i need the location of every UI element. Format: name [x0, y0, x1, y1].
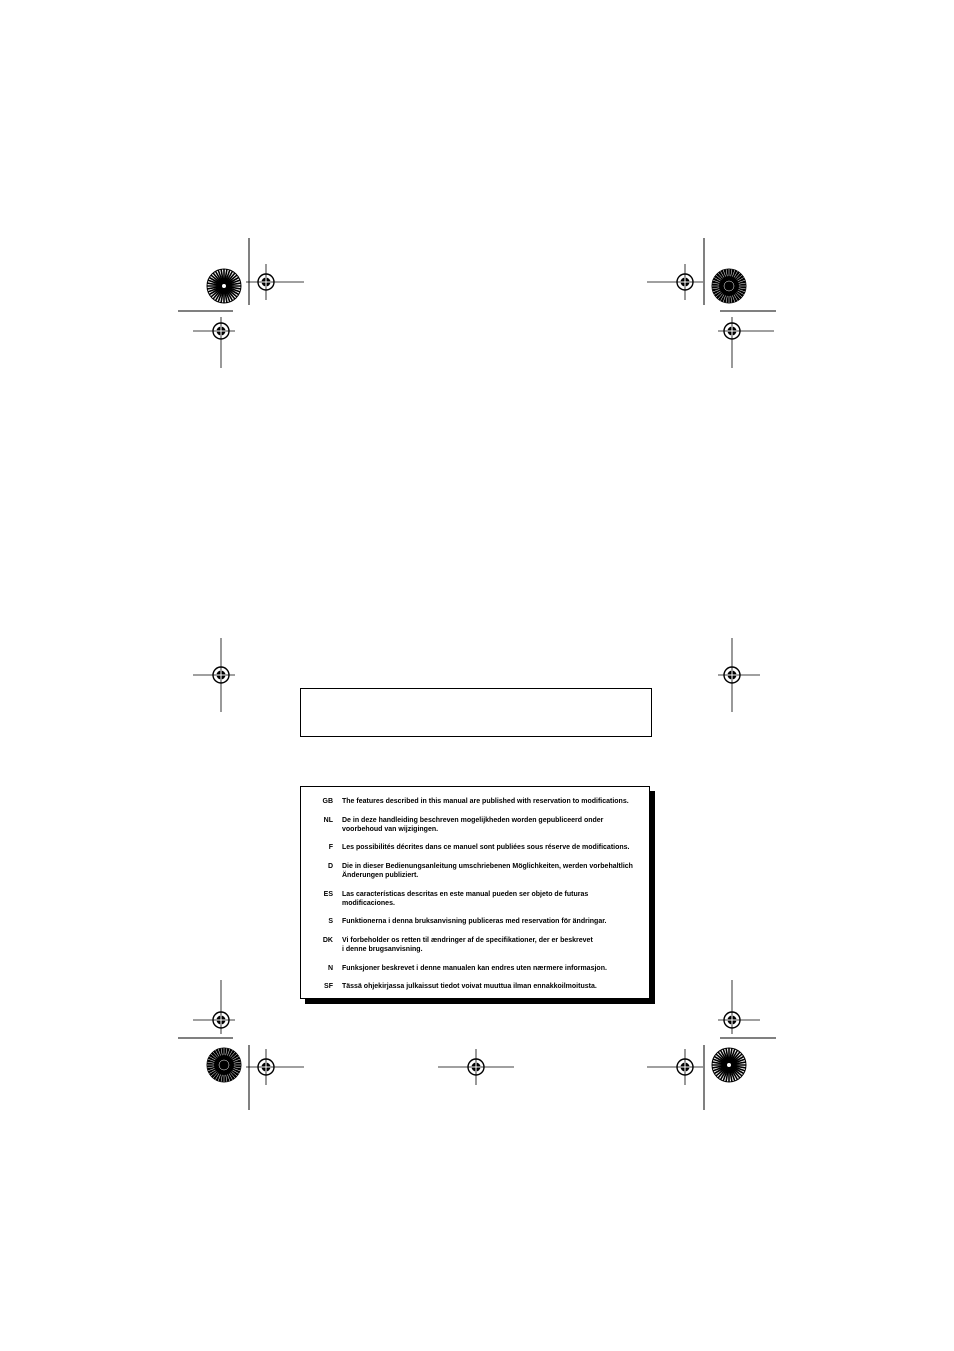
color-wheel-icon — [712, 269, 746, 303]
notice-text: De in deze handleiding beschreven mogelijkheden worden gepubliceerd onder voorbehoud van wijzigingen. — [342, 817, 604, 833]
color-wheel-icon — [207, 1048, 241, 1082]
notice-entry-n — [311, 964, 639, 973]
registration-mark-icon — [246, 264, 304, 300]
notice-text: Vi forbeholder os retten til ændringer af de specifikationer, der er beskrevet i denne brugsanvisning. — [342, 937, 593, 953]
notice-text: Tässä ohjekirjassa julkaissut tiedot voivat muuttua ilman ennakkoilmoitusta. — [342, 983, 597, 990]
empty-frame — [300, 688, 652, 737]
language-code: ES — [323, 891, 333, 898]
notice-entry-nl — [311, 816, 639, 834]
modification-notice — [300, 786, 650, 999]
notice-text: Las características descritas en este manual pueden ser objeto de futuras modificaciones. — [342, 891, 589, 907]
language-code: DK — [322, 937, 333, 944]
color-wheel-icon — [712, 1048, 746, 1082]
registration-mark-icon — [246, 1049, 304, 1085]
language-code: S — [328, 918, 333, 925]
notice-entry-s — [311, 917, 639, 926]
registration-mark-icon — [718, 638, 760, 712]
notice-text: Funksjoner beskrevet i denne manualen kan endres uten nærmere informasjon. — [342, 965, 607, 972]
color-wheel-icon — [207, 269, 241, 303]
notice-entry-sf — [311, 982, 639, 991]
notice-entry-es — [311, 890, 639, 908]
notice-entry-dk — [311, 936, 639, 954]
notice-text: Les possibilités décrites dans ce manuel sont publiées sous réserve de modifications. — [342, 844, 630, 851]
registration-mark-icon — [718, 317, 774, 368]
registration-mark-icon — [647, 264, 703, 300]
registration-mark-icon — [647, 1049, 703, 1085]
registration-mark-icon — [718, 980, 760, 1034]
registration-mark-icon — [193, 980, 235, 1034]
notice-text: Die in dieser Bedienungsanleitung umschriebenen Möglichkeiten, werden vorbehaltlich Änderungen publiziert. — [342, 863, 633, 879]
registration-mark-icon — [193, 638, 235, 712]
notice-entry-f — [311, 843, 639, 852]
notice-text: The features described in this manual are published with reservation to modifications. — [342, 798, 629, 805]
language-code: GB — [322, 798, 333, 805]
notice-entry-d — [311, 862, 639, 880]
language-code: N — [327, 965, 333, 972]
language-code: F — [328, 844, 333, 851]
registration-mark-icon — [438, 1049, 514, 1085]
registration-mark-icon — [193, 317, 235, 368]
notice-entry-gb — [311, 797, 639, 806]
notice-text: Funktionerna i denna bruksanvisning publiceras med reservation för ändringar. — [342, 918, 607, 925]
language-code: SF — [324, 983, 333, 990]
language-code: NL — [323, 817, 333, 824]
language-code: D — [327, 863, 333, 870]
